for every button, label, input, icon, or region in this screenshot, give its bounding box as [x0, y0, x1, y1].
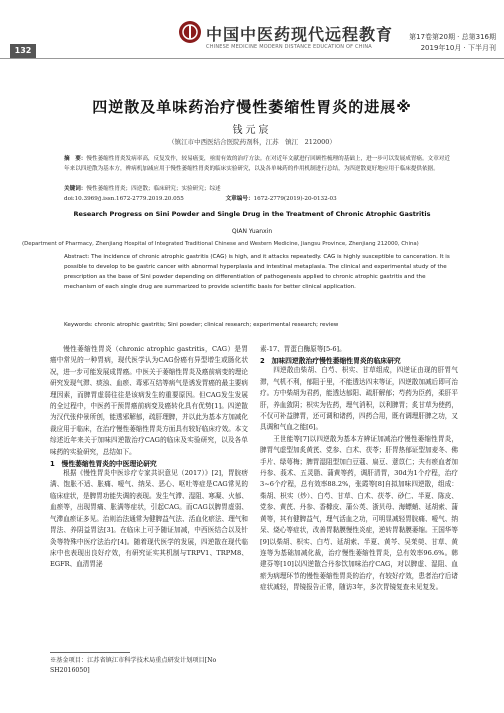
funding-footnote: ※基金项目：江苏省镇江市科学技术局重点研发计划项目[No SH2016050] [50, 657, 217, 674]
right-column [260, 344, 458, 594]
section2-paragraph-2: 王世能等[7]以四逆散为基本方辨证加减治疗慢性萎缩性胃炎，脾胃气虚型加炙黄芪、党参、白术、茯苓；肝胃热郁证型加麦冬、佛手片、绿萼梅；脾胃湿阻型加白豆蔻、扁豆、薏苡仁；夫有瘀血者加丹参、莪术、五灵脂、蒲黄等药，调肝清胃，30d为1个疗程，治疗3~6个疗程，总有效率88.2%，张霞等[8]自拟加味四逆散，组成：柴胡、枳实（炒）、白芍、甘草、白术、茯苓、砂仁、半夏、陈皮、党参、黄芪、丹参、香橼皮、蒲公英、浙贝母、海螵蛸、延胡索、蒲黄等，其有健脾益气，理气活血之功，可明显减轻胃脘痛、嗳气、纳呆、烧心等症状，改善胃黏膜慢性炎症，逆转胃黏膜萎缩。王国华等[9]以柴胡、枳实、白芍、延胡索、半夏、黄芩、吴茱萸、甘草、黄连等为基础加减化裁，治疗慢性萎缩性胃炎，总有效率96.6%。韩建芬等[10]以四逆散合丹参饮加味治疗CAG，对以脾虚、湿阻、血瘀为病理环节的慢性萎缩性胃炎的治疗，有较好疗效，患者治疗后诸症状减轻，胃镜报告正常，随访3年，多次胃镜复查未见复发。 [260, 434, 458, 592]
issue-info-line2: 2019年10月 · 下半月刊 [420, 44, 496, 52]
journal-name-en: CHINESE MEDICINE MODERN DISTANCE EDUCATION OF CHINA [206, 44, 372, 50]
article-no-label: 文章编号： [225, 196, 254, 202]
intro-paragraph: 慢性萎缩性胃炎（chronic atrophic gastritis，CAG）是胃癌中常见的一种胃病，现代医学认为CAG份癌有异型增生或肠化状况，进一步可能发展成胃癌。中医关于萎缩性胃炎及癌前病变的理论研究发现气滞、痰浊、血瘀、毒邪互结等病气是诱发胃癌的最主要病理因素，而脾胃虚弱往往是该病发生的重要原因。但CAG发生发展的全过程中，中医药干预胃癌前病变及癌转化具有优势[1]。四逆散为汉代张仲景所创，能透邪解郁，疏肝理脾，并以此为基本方加减化裁应用于临床，在治疗慢性萎缩性胃炎方面具有较好临床疗效。本文综述近年来关于加味四逆散治疗CAG的临床及实验研究，以及各单味药的实验研究，总结如下。 [50, 345, 248, 456]
article-title: 四逆散及单味药治疗慢性萎缩性胃炎的进展※ [92, 98, 412, 116]
english-keywords: Keywords: chronic atrophic gastritis; Sini powder; clinical research; experimental research; review [64, 322, 339, 328]
page-number: 132 [10, 44, 36, 58]
english-abstract: Abstract: The incidence of chronic atrophic gastritis (CAG) is high, and it attacks repeatedly. CAG is highly susceptible to canceration. It is possible to develop to be gastric cancer with abnormal hyperplasia and intestinal metaplasia. The clinical and experimental study of the prescription as the base of Sini powder depending on differentiation of pathogenesis applied to chronic atrophic gastritis and the mechanism of each single drug are summarized to provide scientific basis for better clinical application. [64, 254, 450, 290]
english-author: QIAN Yuanxin [231, 228, 273, 235]
section1-paragraph: 根据《慢性胃炎中医诊疗专家共识意见（2017）》[2]，胃脘痞满、饱胀不适、胀痛、嗳气、纳呆、恶心、呕吐等症是CAG常见的临床症状，是脾胃功能失调的表现。发生气滞、湿阻、寒凝、火郁、血瘀等，出现胃痛、胀满等症状，引起CAG。而CAG以脾胃虚弱、气滞血瘀证多见。治则治法通常为健脾益气法、活血化瘀法、理气和胃法、养阴益胃法[3]。在临床上可予随证加减，中西医结合以及针灸等特殊中医疗法治疗[4]。随着现代医学的发展，四逆散在现代临床中也表现出良好疗效，有研究证实其机制与TRPV1、TRPM8、EGFR、血清胃泌 [50, 469, 248, 569]
left-column [50, 344, 248, 571]
issue-info-line1: 第17卷第20期 · 总第316期 [409, 33, 496, 41]
english-title: Research Progress on Sini Powder and Single Drug in the Treatment of Chronic Atrophic Gastritis [73, 210, 431, 218]
continued-text: 素-17、胃蛋白酶原等[5-6]。 [260, 345, 346, 353]
journal-logo-icon [178, 20, 202, 44]
abstract-text: 慢性萎缩性胃炎发病率高，反复发作，较易癌变，亟需有效的治疗方法。在对近年文献进行回顾性梳理的基础上，进一步可以发展成胃癌。文章对近年来以四逆散为基本方，辨病机加减应用于慢性萎缩性胃炎的临床实验研究，以及各单味药的作用机制进行总结，为四逆散更好地应用于临床提供依据。 [64, 156, 450, 172]
journal-name-cn: 中国中医药现代远程教育 [206, 25, 394, 44]
doi: doi:10.3969/j.issn.1672-2779.2019.20.055 [64, 196, 184, 202]
section-heading-1: 1 慢性萎缩性胃炎的中医理论研究 [50, 460, 157, 469]
footnote-divider [50, 652, 130, 653]
section2-paragraph-1: 四逆散由柴胡、白芍、枳实、甘草组成，四逆证由现的肝胃气滞，气机不利，郁阻于里，不能透达四末等证，四逆散加减后即可治疗。方中柴胡为君药，能透达郁阳、疏肝解郁；芍药为臣药，柔肝平肝，养血敛阴；枳实为佐药，理气消积，以利脾胃；炙甘草为使药，不仅可补益脾胃，还可调和诸药，四药合用，既有调理肝脾之功，又具调和气血之能[6]。 [260, 366, 458, 432]
article-no: 1672-2779(2019)-20-0132-03 [253, 196, 337, 202]
keywords-cn [64, 184, 454, 194]
header-divider [0, 58, 504, 59]
abstract-cn [64, 154, 454, 174]
keywords-label: 关键词： [64, 186, 87, 192]
abstract-label: 摘 要： [64, 156, 87, 162]
english-affiliation: (Department of Pharmacy, Zhenjiang Hospital of Integrated Traditional Chinese and Western Medicine, Jiangsu Province, Zhenjiang 212000, China) [22, 241, 419, 247]
author-affiliation: （镇江市中西医结合医院药剂科，江苏 镇江 212000） [168, 138, 336, 146]
article-author: 钱元宸 [232, 125, 272, 136]
doi-line [64, 194, 454, 204]
section-heading-2: 2 加味四逆散治疗慢性萎缩性胃炎的临床研究 [260, 357, 401, 366]
keywords-text: 慢性萎缩性胃炎；四逆散；临床研究；实验研究；综述 [86, 186, 221, 192]
